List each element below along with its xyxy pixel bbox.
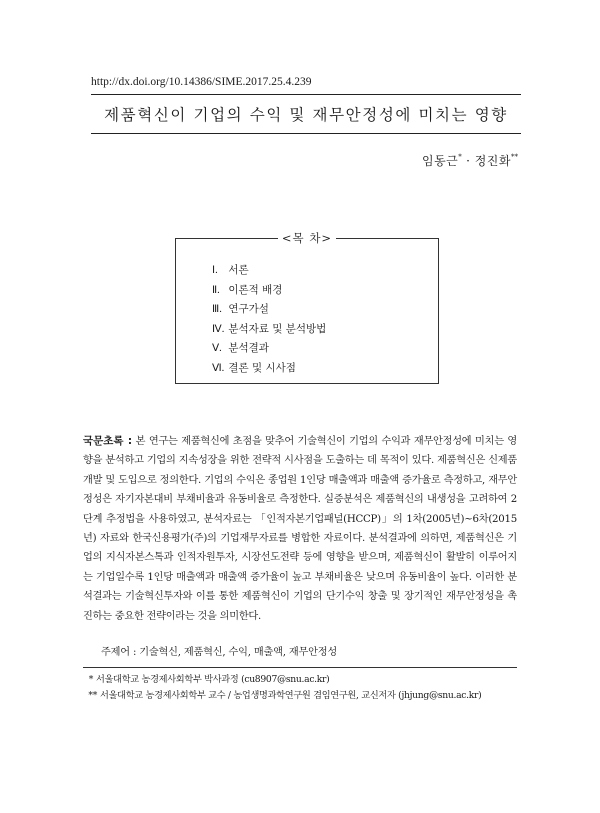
author-mark: * <box>458 153 462 161</box>
table-of-contents <box>175 231 439 384</box>
title-top-rule <box>91 94 521 95</box>
author-line <box>422 152 518 169</box>
toc-item-number: Ⅳ. <box>212 323 225 335</box>
toc-item-label: 서론 <box>228 264 249 276</box>
toc-item-label: 결론 및 시사점 <box>228 361 296 374</box>
toc-item <box>212 320 326 340</box>
footnote-text: 서울대학교 농경제사회학부 교수 / 농업생명과학연구원 겸임연구원, 교신저자 (jhjung@snu.ac.kr) <box>100 690 482 701</box>
toc-item-number: Ⅵ. <box>212 362 225 374</box>
toc-item-number: Ⅴ. <box>212 343 222 355</box>
author-name: 정진화 <box>474 154 511 168</box>
toc-item-label: 이론적 배경 <box>228 283 283 296</box>
toc-title: <목 차> <box>176 231 438 245</box>
author-name: 임동근 <box>421 154 459 168</box>
abstract-text: 본 연구는 제품혁신에 초점을 맞추어 기술혁신이 기업의 수익과 재무안정성에 미치는 영향을 분석하고 기업의 지속성장을 위한 전략적 시사점을 도출하는 데 목적이 있다. 제품혁신은 신제품개발 및 도입으로 정의한다. 기업의 수익은 종업원 1인당 매출액과 매출액 증가율로 측정하고, 재무안정성은 자기자본대비 부채비율과 유동비율로 측정한다. 실증분석은 제품혁신의 내생성을 고려하여 2단계 추정법을 사용하였고, 분석자료는 「인적자본기업패널(HCCP)」의 1차(2005년)~6차(2015년) 자료와 한국신용평가(주)의 기업재무자료를 병합한 자료이다. 분석결과에 의하면, 제품혁신은 기업의 지식자본스톡과 인적자원투자, 시장선도전략 등에 영향을 받으며, 제품혁신이 활발히 이루어지는 기업일수록 1인당 매출액과 매출액 증가율이 높고 부채비율은 낮으며 유동비율이 높다. 이러한 분석결과는 기술혁신투자와 이를 통한 제품혁신이 기업의 단기수익 창출 및 장기적인 재무안정성을 촉진하는 중요한 전략이라는 것을 의미한다. <box>83 436 517 622</box>
toc-item <box>212 359 326 379</box>
korean-abstract <box>83 432 517 626</box>
abstract-label: 국문초록 : <box>83 435 133 447</box>
toc-item <box>212 300 326 320</box>
doi-link[interactable]: http://dx.doi.org/10.14386/SIME.2017.25.4.239 <box>91 76 312 88</box>
toc-item-number: Ⅰ. <box>212 265 218 276</box>
footnote <box>83 672 523 688</box>
footnote-text: 서울대학교 농경제사회학부 박사과정 (cu8907@snu.ac.kr) <box>96 674 330 685</box>
footnote-mark: * <box>88 674 93 685</box>
footnote <box>83 688 523 704</box>
title-bottom-rule <box>91 133 521 134</box>
footnotes <box>83 672 523 704</box>
keywords: 주제어 : 기술혁신, 제품혁신, 수익, 매출액, 재무안정성 <box>101 647 338 658</box>
paper-title: 제품혁신이 기업의 수익 및 재무안정성에 미치는 영향 <box>104 106 508 124</box>
toc-item <box>212 261 326 281</box>
footnote-mark: ** <box>88 690 97 701</box>
toc-item-number: Ⅱ. <box>212 284 220 296</box>
toc-item-label: 연구가설 <box>228 303 269 316</box>
footnote-rule <box>83 667 517 668</box>
toc-item-label: 분석자료 및 분석방법 <box>228 322 327 335</box>
author-mark: ** <box>511 153 518 161</box>
toc-list <box>212 261 326 379</box>
toc-item-label: 분석결과 <box>228 342 269 355</box>
author-separator: · <box>461 154 475 168</box>
toc-item <box>212 339 326 359</box>
toc-item-number: Ⅲ. <box>212 304 222 316</box>
toc-item <box>212 281 326 301</box>
